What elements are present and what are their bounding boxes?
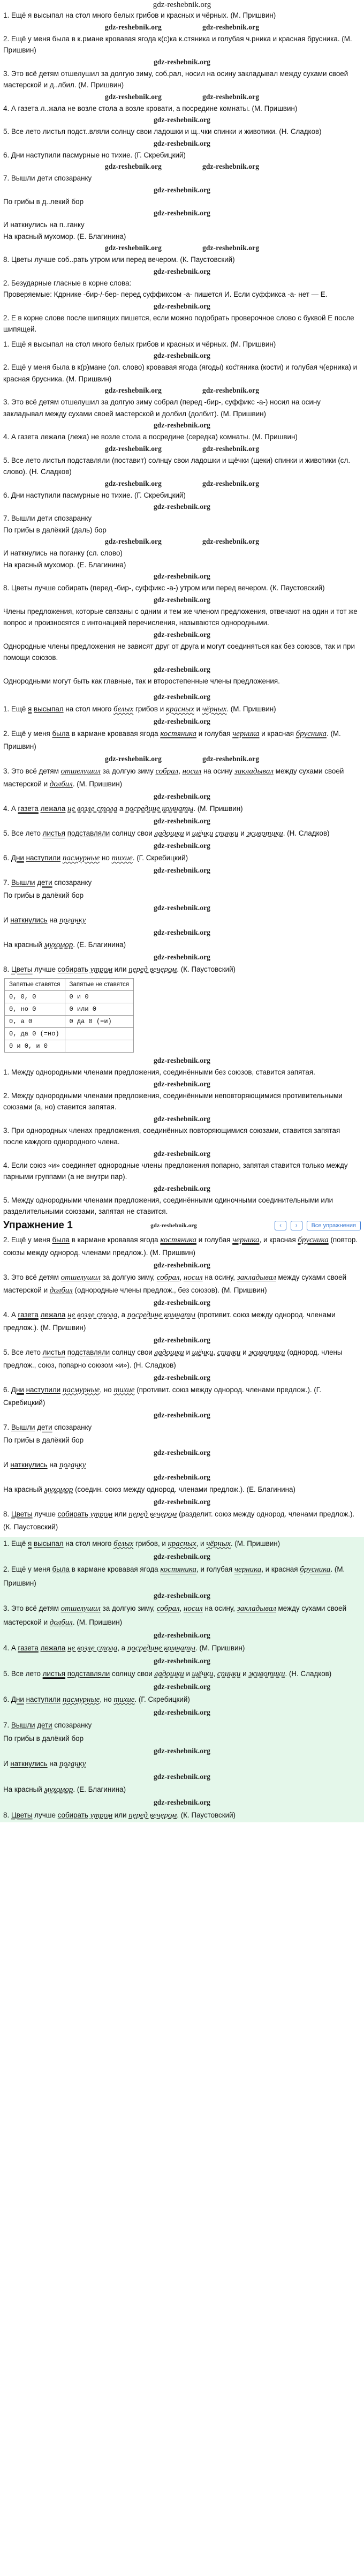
- exercise-nav: [275, 1221, 361, 1230]
- table-row: [5, 1040, 134, 1053]
- watermark: gdz-reshebnik.org: [153, 1056, 211, 1064]
- table-cell: 0, 0, 0: [5, 991, 65, 1003]
- poem-line-3: И наткнулись на поганку (сл. слово): [3, 549, 123, 557]
- poem-line-2: По грибы в далёкий (даль) бор: [3, 525, 107, 534]
- sentence-3: 3. Это всё детям отшелушил за долгую зиму, соб.рал, носил на осину закладывал между сухами своей мастерской и д..лбил. (М. Пришвин): [3, 69, 348, 89]
- parsed-sentence-2: 2. Ещё у меня была в кармане кровавая ягода костяника и голубая черника и красная брусника. (М. Пришвин): [3, 730, 341, 750]
- explained-sentence-4: 4. А газета лежала не возле стола, а посредине комнаты (противит. союз между однород. членами предлож.). (М. Пришвин): [3, 1310, 336, 1332]
- watermark: gdz-reshebnik.org gdz-reshebnik.org: [104, 386, 260, 394]
- rule-text-1: Проверяемые: Кдрнике -бир-/-бер- перед суффиксом -а- пишется И. Если суффикса -а- нет — Е.: [3, 290, 328, 298]
- watermark: gdz-reshebnik.org: [153, 1631, 211, 1639]
- explained-poem-3: И наткнулись на поганку: [3, 1460, 86, 1469]
- explained-poem-1: 7. Вышли дети спозаранку: [3, 1423, 92, 1431]
- watermark: gdz-reshebnik.org gdz-reshebnik.org: [104, 755, 260, 763]
- watermark: gdz-reshebnik.org gdz-reshebnik.org: [104, 22, 260, 31]
- table-cell: [65, 1028, 133, 1040]
- parsed-sentence-6: 6. Дни наступили пасмурные но тихие. (Г. Скребицкий): [3, 854, 188, 862]
- watermark: gdz-reshebnik.org: [153, 665, 211, 673]
- table-cell: 0 или 0: [65, 1003, 133, 1016]
- watermark: gdz-reshebnik.org: [153, 904, 211, 912]
- watermark: gdz-reshebnik.org: [153, 267, 211, 275]
- table-cell: 0, но 0: [5, 1003, 65, 1016]
- sentence-1: 1. Ещё я высыпал на стол много белых грибов и красных и чёрных. (М. Пришвин): [3, 340, 276, 348]
- sentence-5: 5. Все лето листья подставляли (поставит) солнцу свои ладошки и щёчки (щеки) спинки и животики (сл. слово). (Н. Сладков): [3, 456, 351, 476]
- watermark: gdz-reshebnik.org: [153, 1184, 211, 1192]
- theory-1: Члены предложения, которые связаны с одним и тем же членом предложения, отвечают на один и тот же вопрос и произносятся с интонацией перечисления, называются однородными.: [3, 607, 358, 627]
- watermark: gdz-reshebnik.org gdz-reshebnik.org: [104, 537, 260, 545]
- watermark: gdz-reshebnik.org: [153, 1591, 211, 1599]
- watermark: gdz-reshebnik.org: [153, 630, 211, 639]
- poem-line-4: На красный мухомор. (Е. Благинина): [3, 560, 126, 569]
- watermark: gdz-reshebnik.org: [153, 817, 211, 825]
- table-cell: [65, 1040, 133, 1053]
- final-sentence-1: 1. Ещё я высыпал на стол много белых грибов, и красных, и чёрных. (М. Пришвин): [3, 1539, 280, 1548]
- watermark: gdz-reshebnik.org: [153, 1298, 211, 1306]
- theory-3: Однородными могут быть как главные, так и второстепенные члены предложения.: [3, 677, 280, 685]
- watermark: gdz-reshebnik.org: [153, 1335, 211, 1344]
- parsing-section: [0, 691, 364, 976]
- poem-line-4: На красный мухомор. (Е. Благинина): [3, 232, 126, 241]
- watermark: gdz-reshebnik.org: [153, 1772, 211, 1781]
- parsed-sentence-4: 4. А газета лежала не возле стола а посредине комнаты. (М. Пришвин): [3, 805, 243, 813]
- table-header-cell: Запятые ставятся: [5, 979, 65, 991]
- watermark: gdz-reshebnik.org: [153, 928, 211, 936]
- rule-5: 5. Между однородными членами предложения, соединёнными одиночными соединительными или разделительными союзами, запятая не ставится.: [3, 1196, 333, 1215]
- watermark: gdz-reshebnik.org: [153, 693, 211, 701]
- parsed-poem-3: И наткнулись на поганку: [3, 916, 86, 925]
- sentence-1: 1. Ещё я высыпал на стол много белых грибов и красных и чёрных. (М. Пришвин): [3, 11, 276, 19]
- explained-poem-2: По грибы в далёкий бор: [3, 1436, 84, 1444]
- watermark: gdz-reshebnik.org: [153, 866, 211, 874]
- rule-text-2: 2. Е в корне слове после шипящих пишется, если можно подобрать проверочное слово с буквой Е после шипящей.: [3, 313, 354, 333]
- parsed-sentence-5: 5. Все лето листья подставляли солнцу свои ладошки и щёчки спинки и животики. (Н. Сладков): [3, 829, 330, 838]
- rule-3: 3. При однородных членах предложения, соединённых повторяющимися союзами, ставится запятая после каждого однородного члена.: [3, 1126, 340, 1146]
- watermark: gdz-reshebnik.org: [153, 1260, 211, 1269]
- watermark: gdz-reshebnik.org: [153, 1746, 211, 1755]
- exercise-header: [0, 1218, 364, 1234]
- prev-exercise-button[interactable]: ‹: [275, 1221, 286, 1230]
- sentence-8: 8. Цветы лучше собирать (перед -бир-, суффикс -а-) утром или перед вечером. (К. Паустовский): [3, 584, 325, 592]
- table-cell: 0 и 0: [65, 991, 133, 1003]
- final-answer-section: [0, 1537, 364, 1822]
- rule-1: 1. Между однородными членами предложения, соединёнными без союзов, ставится запятая.: [3, 1068, 315, 1076]
- watermark: gdz-reshebnik.org: [153, 1656, 211, 1665]
- table-cell: 0 да 0 (=и): [65, 1016, 133, 1028]
- punctuation-table: [4, 978, 134, 1053]
- task-text-section: [0, 10, 364, 335]
- parsed-poem-4: На красный мухомор. (Е. Благинина): [3, 941, 126, 949]
- explained-sentence-5: 5. Все лето листья подставляли солнцу свои ладошки и щёчки, спинки и животики (однород. члены предлож., союз, попарно союзом «и»). (Н. Сладков): [3, 1348, 343, 1369]
- watermark: gdz-reshebnik.org: [153, 1448, 211, 1456]
- watermark: gdz-reshebnik.org: [153, 57, 211, 66]
- watermark: gdz-reshebnik.org gdz-reshebnik.org: [104, 244, 260, 252]
- table-cell: 0, а 0: [5, 1016, 65, 1028]
- watermark: gdz-reshebnik.org: [153, 1708, 211, 1716]
- theory-2: Однородные члены предложения не зависят друг от друга и могут соединяться как без союзов, так и при помощи союзов.: [3, 642, 355, 662]
- explained-sentence-2: 2. Ещё у меня была в кармане кровавая ягода костяника и голубая черника, и красная брусника (повтор. союзы между однород. членами предлож.). (М. Пришвин): [3, 1235, 358, 1257]
- sentence-8: 8. Цветы лучше соб..рать утром или перед вечером. (К. Паустовский): [3, 256, 235, 264]
- final-sentence-4: 4. А газета лежала не возле стола, а посредине комнаты. (М. Пришвин): [3, 1643, 245, 1653]
- watermark: gdz-reshebnik.org: [153, 1114, 211, 1123]
- sentence-4: 4. А газета л..жала не возле стола а возле кровати, а посредине комнаты. (М. Пришвин): [3, 104, 298, 112]
- exercise-title: Упражнение 1: [3, 1219, 73, 1231]
- parsed-sentence-3: 3. Это всё детям отшелушил за долгую зиму собрал, носил на осину закладывал между сухами своей мастерской и долбил. (М. Пришвин): [3, 767, 344, 788]
- watermark: gdz-reshebnik.org: [153, 572, 211, 580]
- watermark: gdz-reshebnik.org: [153, 139, 211, 147]
- watermark: gdz-reshebnik.org gdz-reshebnik.org: [104, 162, 260, 170]
- watermark: gdz-reshebnik.org: [153, 717, 211, 725]
- table-header-cell: Запятые не ставятся: [65, 979, 133, 991]
- final-poem-2: По грибы в далёкий бор: [3, 1734, 84, 1743]
- final-sentence-2: 2. Ещё у меня была в кармане кровавая ягода костяника, и голубая черника, и красная брусника. (М. Пришвин): [3, 1565, 345, 1587]
- watermark: gdz-reshebnik.org: [153, 842, 211, 850]
- site-header-link[interactable]: gdz-reshebnik.org: [153, 1, 211, 9]
- sentence-2: 2. Ещё у меня была в к.рмане кровавая ягода к(с)ка к.стяника и голубая ч.рника и красная брусника. (М. Пришвин): [3, 34, 352, 54]
- final-poem-4: На красный мухомор. (Е. Благинина): [3, 1785, 126, 1794]
- next-exercise-button[interactable]: ›: [291, 1221, 302, 1230]
- punctuation-rules-section: [0, 1055, 364, 1218]
- table-row: [5, 1003, 134, 1016]
- table-row: [5, 1016, 134, 1028]
- sentence-5: 5. Все лето листья подст..вляли солнцу свои ладошки и щ..чки спинки и животики. (Н. Сладков): [3, 127, 322, 136]
- table-header-row: [5, 979, 134, 991]
- sentence-6: 6. Дни наступили пасмурные но тихие. (Г. Скребицкий): [3, 491, 186, 499]
- watermark: gdz-reshebnik.org: [153, 185, 211, 194]
- watermark: gdz-reshebnik.org gdz-reshebnik.org: [104, 92, 260, 101]
- final-sentence-6: 6. Дни наступили пасмурные, но тихие. (Г. Скребицкий): [3, 1695, 190, 1704]
- watermark: gdz-reshebnik.org: [153, 595, 211, 604]
- rule-heading: 2. Безударные гласные в корне слова:: [3, 279, 132, 287]
- table-cell: 0 и 0, и 0: [5, 1040, 65, 1053]
- watermark: gdz-reshebnik.org: [153, 209, 211, 217]
- poem-line-1: 7. Вышли дети спозаранку: [3, 174, 92, 182]
- sentence-3: 3. Это всё детям отшелушил за долгую зиму собрал (перед -бир-, суффикс -а-) носил на осину закладывал между сухами своей мастерской и долбил (долбит). (М. Пришвин): [3, 398, 321, 418]
- answer-orthography-section: [0, 339, 364, 687]
- poem-line-1: 7. Вышли дети спозаранку: [3, 514, 92, 522]
- sentence-2: 2. Ещё у меня была в к(р)мане (ол. слово) кровавая ягода (ягоды) кос̆тяника (кости) и голубая ч(ерника) и красная брусника. (М. Пришвин): [3, 363, 358, 383]
- parsed-sentence-8: 8. Цветы лучше собирать утром или перед вечером. (К. Паустовский): [3, 965, 236, 974]
- explained-sentence-6: 6. Дни наступили пасмурные, но тихие (противит. союз между однород. членами предлож.). (Г. Скребицкий): [3, 1385, 322, 1407]
- watermark: gdz-reshebnik.org: [153, 1473, 211, 1481]
- watermark: gdz-reshebnik.org: [153, 302, 211, 310]
- rule-2: 2. Между однородными членами предложения, соединёнными неповторяющимися противительными союзами (а, но) ставится запятая.: [3, 1091, 343, 1111]
- all-exercises-button[interactable]: Все упражнения: [307, 1221, 361, 1230]
- watermark: gdz-reshebnik.org: [150, 1222, 197, 1229]
- parsed-poem-2: По грибы в далёкий бор: [3, 891, 84, 899]
- watermark: gdz-reshebnik.org: [153, 351, 211, 359]
- final-sentence-3: 3. Это всё детям отшелушил за долгую зиму, собрал, носил на осину, закладывал между сухами своей мастерской и долбил. (М. Пришвин): [3, 1604, 347, 1627]
- final-sentence-5: 5. Все лето листья подставляли солнцу свои ладошки и щёчки, спинки и животики. (Н. Сладков): [3, 1669, 332, 1678]
- watermark: gdz-reshebnik.org: [153, 1497, 211, 1506]
- watermark: gdz-reshebnik.org: [153, 792, 211, 800]
- sentence-6: 6. Дни наступили пасмурные но тихие. (Г. Скребицкий): [3, 151, 186, 159]
- table-row: [5, 991, 134, 1003]
- explained-sentence-3: 3. Это всё детям отшелушил за долгую зиму, собрал, носил на осину, закладывал между сухами своей мастерской и долбил (однородные члены предлож., без союзов). (М. Пришвин): [3, 1273, 347, 1295]
- explained-poem-4: На красный мухомор (соедин. союз между однород. членами предлож.). (Е. Благинина): [3, 1485, 295, 1494]
- parsed-poem-1: 7. Вышли дети спозаранку: [3, 878, 92, 887]
- exercise-explanations-section: [0, 1234, 364, 1534]
- watermark: gdz-reshebnik.org: [153, 1552, 211, 1560]
- watermark: gdz-reshebnik.org: [153, 1682, 211, 1691]
- explained-sentence-8: 8. Цветы лучше собирать утром или перед вечером (разделит. союз между однород. членами предлож.). (К. Паустовский): [3, 1509, 355, 1531]
- watermark: gdz-reshebnik.org gdz-reshebnik.org: [104, 479, 260, 487]
- watermark: gdz-reshebnik.org: [153, 1149, 211, 1158]
- table-cell: 0, да 0 (=но): [5, 1028, 65, 1040]
- watermark: gdz-reshebnik.org: [153, 116, 211, 124]
- watermark: gdz-reshebnik.org: [153, 502, 211, 510]
- table-row: [5, 1028, 134, 1040]
- poem-line-2: По грибы в д..лекий бор: [3, 197, 84, 206]
- watermark: gdz-reshebnik.org: [153, 1798, 211, 1806]
- watermark: gdz-reshebnik.org: [153, 1079, 211, 1088]
- final-sentence-8: 8. Цветы лучше собирать утром или перед вечером. (К. Паустовский): [3, 1811, 236, 1820]
- parsed-sentence-1: 1. Ещё я высыпал на стол много белых грибов и красных и чёрных. (М. Пришвин): [3, 705, 276, 714]
- sentence-4: 4. А газета лежала (лежа) не возле стола а посредине (середка) комнаты. (М. Пришвин): [3, 433, 298, 441]
- poem-line-3: И наткнулись на п..ганку: [3, 221, 85, 229]
- rule-4: 4. Если союз «и» соединяет однородные члены предложения попарно, запятая ставится только между парными группами (а не внутри пар).: [3, 1161, 348, 1181]
- watermark: gdz-reshebnik.org gdz-reshebnik.org: [104, 444, 260, 453]
- watermark: gdz-reshebnik.org: [153, 1410, 211, 1419]
- final-poem-3: И наткнулись на поганку: [3, 1759, 86, 1768]
- watermark: gdz-reshebnik.org: [153, 421, 211, 429]
- watermark: gdz-reshebnik.org: [153, 1373, 211, 1381]
- final-poem-1: 7. Вышли дети спозаранку: [3, 1721, 92, 1729]
- watermark: gdz-reshebnik.org: [153, 953, 211, 961]
